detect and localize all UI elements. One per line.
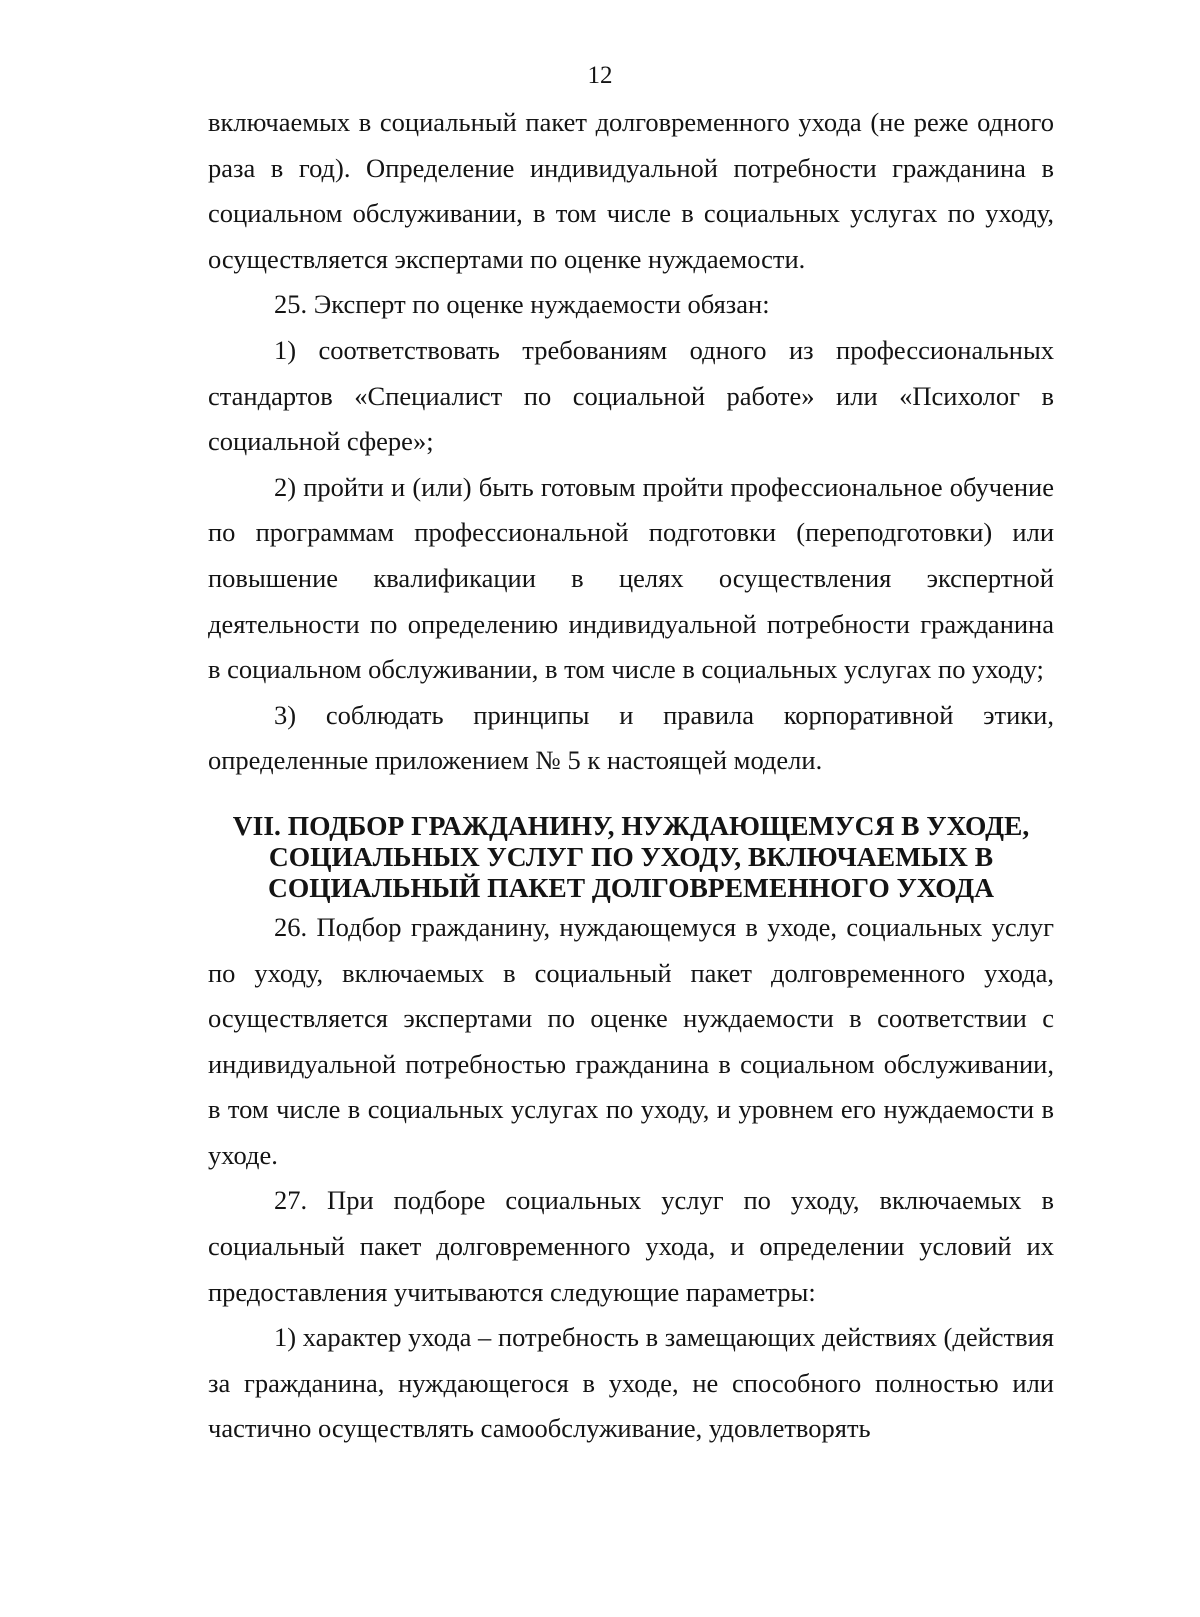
paragraph-continuation: включаемых в социальный пакет долговременного ухода (не реже одного раза в год). Определение индивидуальной потребности гражданина в социальном обслуживании, в том числе в социальных услугах по уходу, осуществляется экспертами по оценке нуждаемости. xyxy=(208,107,1054,274)
list-item-25-1: 1) соответствовать требованиям одного из профессиональных стандартов «Специалист по социальной работе» или «Психолог в социальной сфере»; xyxy=(208,334,1054,457)
section-title-line: VII. ПОДБОР ГРАЖДАНИНУ, НУЖДАЮЩЕМУСЯ В УХОДЕ, xyxy=(232,809,1030,841)
paragraph-25: 25. Эксперт по оценке нуждаемости обязан: xyxy=(274,289,770,320)
list-item-25-2: 2) пройти и (или) быть готовым пройти профессиональное обучение по программам профессиональной подготовки (переподготовки) или повышение квалификации в целях осуществления экспертной деятельности по определению индивидуальной потребности гражданина в социальном обслуживании, в том числе в социальных услугах по уходу; xyxy=(208,471,1054,685)
section-title-line: СОЦИАЛЬНЫЙ ПАКЕТ ДОЛГОВРЕМЕННОГО УХОДА xyxy=(267,871,995,903)
paragraph-27: 27. При подборе социальных услуг по уходу, включаемых в социальный пакет долговременного ухода, и определении условий их предоставления учитываются следующие параметры: xyxy=(208,1185,1054,1307)
page-number: 12 xyxy=(587,62,613,89)
section-title xyxy=(208,784,1054,905)
document-body xyxy=(208,100,1054,1452)
paragraph-26: 26. Подбор гражданину, нуждающемуся в уходе, социальных услуг по уходу, включаемых в социальный пакет долговременного ухода, осуществляется экспертами по оценке нуждаемости в соответствии с индивидуальной потребностью гражданина в социальном обслуживании, в том числе в социальных услугах по уходу, и уровнем его нуждаемости в уходе. xyxy=(208,911,1054,1170)
section-title-line: СОЦИАЛЬНЫХ УСЛУГ ПО УХОДУ, ВКЛЮЧАЕМЫХ В xyxy=(268,840,994,872)
list-item-27-1: 1) характер ухода – потребность в замещающих действиях (действия за гражданина, нуждающегося в уходе, не способного полностью или частично осуществлять самообслуживание, удовлетворять xyxy=(208,1322,1054,1444)
list-item-25-3: 3) соблюдать принципы и правила корпоративной этики, определенные приложением № 5 к настоящей модели. xyxy=(208,699,1054,776)
